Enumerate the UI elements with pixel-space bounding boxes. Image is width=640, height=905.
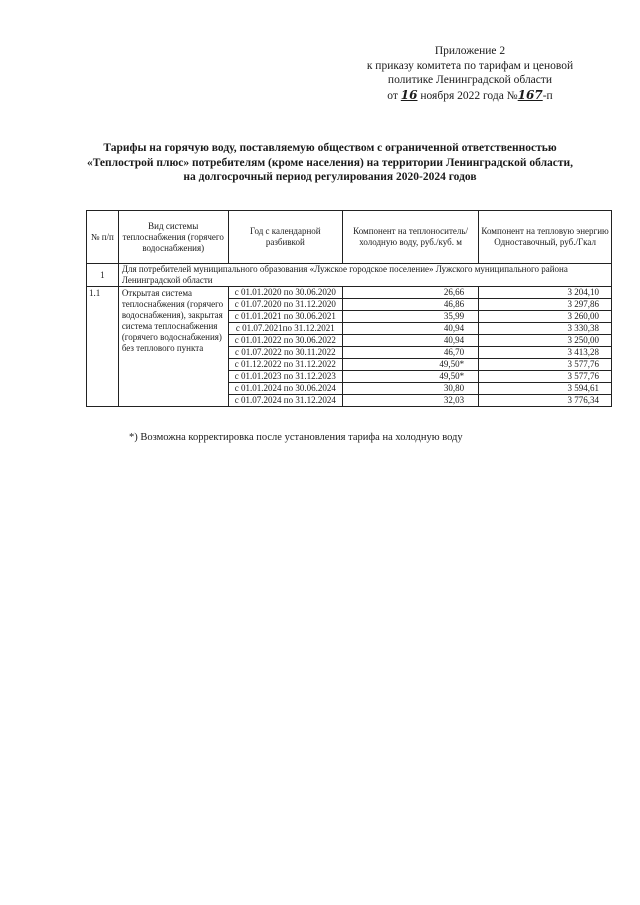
document-title [60, 141, 600, 185]
handwritten-order-number: 167 [517, 87, 543, 102]
appendix-header [350, 44, 590, 103]
period-cell: с 01.07.2024 по 31.12.2024 [228, 395, 342, 407]
heat-cell: 3 413,28 [479, 347, 612, 359]
period-cell: с 01.12.2022 по 31.12.2022 [228, 359, 342, 371]
water-cell: 40,94 [343, 335, 479, 347]
water-cell: 49,50* [343, 371, 479, 383]
period-cell: с 01.01.2023 по 31.12.2023 [228, 371, 342, 383]
water-cell: 40,94 [343, 323, 479, 335]
section-row [87, 264, 612, 287]
heat-cell: 3 250,00 [479, 335, 612, 347]
appendix-committee: политике Ленинградской области [387, 74, 553, 86]
water-cell: 32,03 [343, 395, 479, 407]
header-num: № п/п [87, 211, 119, 264]
water-cell: 46,86 [343, 299, 479, 311]
heat-cell: 3 577,76 [479, 359, 612, 371]
date-month-year: ноября 2022 года № [420, 89, 518, 102]
period-cell: с 01.01.2024 по 30.06.2024 [228, 383, 342, 395]
section-text: Для потребителей муниципального образования «Лужское городское поселение» Лужского муниципального района Ленинградской области [118, 264, 611, 287]
header-system: Вид системы теплоснабжения (горячего водоснабжения) [118, 211, 228, 264]
heat-cell: 3 776,34 [479, 395, 612, 407]
appendix-order-ref: к приказу комитета по тарифам и ценовой [366, 59, 574, 72]
heat-cell: 3 297,86 [479, 299, 612, 311]
water-cell: 46,70 [343, 347, 479, 359]
title-line-2: «Теплострой плюс» потребителям (кроме населения) на территории Ленинградской области, [86, 156, 574, 169]
tariff-table [86, 210, 612, 407]
water-cell: 35,99 [343, 311, 479, 323]
header-heat-component: Компонент на тепловую энергию Одноставочный, руб./Гкал [479, 211, 612, 264]
section-num: 1 [87, 264, 119, 287]
appendix-title: Приложение 2 [434, 45, 506, 57]
group-system: Открытая система теплоснабжения (горячего водоснабжения), закрытая система теплоснабжения (горячего водоснабжения) без теплового пункта [118, 287, 228, 407]
period-cell: с 01.07.2021по 31.12.2021 [228, 323, 342, 335]
header-period: Год с календарной разбивкой [228, 211, 342, 264]
header-water-component: Компонент на теплоноситель/холодную воду, руб./куб. м [343, 211, 479, 264]
table-header-row [87, 211, 612, 264]
period-cell: с 01.01.2022 по 30.06.2022 [228, 335, 342, 347]
period-cell: с 01.07.2022 по 30.11.2022 [228, 347, 342, 359]
heat-cell: 3 204,10 [479, 287, 612, 299]
water-cell: 30,80 [343, 383, 479, 395]
handwritten-day: 16 [400, 87, 418, 102]
heat-cell: 3 260,00 [479, 311, 612, 323]
table-row [87, 287, 612, 299]
water-cell: 26,66 [343, 287, 479, 299]
title-line-3: на долгосрочный период регулирования 2020-2024 годов [183, 171, 477, 183]
group-num: 1.1 [87, 287, 119, 407]
date-prefix: от [387, 89, 398, 102]
period-cell: с 01.07.2020 по 31.12.2020 [228, 299, 342, 311]
date-suffix: -п [542, 89, 553, 102]
footnote: *) Возможна корректировка после установления тарифа на холодную воду [129, 432, 463, 443]
title-line-1: Тарифы на горячую воду, поставляемую обществом с ограниченной ответственностью [103, 142, 557, 154]
heat-cell: 3 594,61 [479, 383, 612, 395]
water-cell: 49,50* [343, 359, 479, 371]
period-cell: с 01.01.2021 по 30.06.2021 [228, 311, 342, 323]
period-cell: с 01.01.2020 по 30.06.2020 [228, 287, 342, 299]
heat-cell: 3 577,76 [479, 371, 612, 383]
heat-cell: 3 330,38 [479, 323, 612, 335]
appendix-date-line [350, 88, 590, 104]
